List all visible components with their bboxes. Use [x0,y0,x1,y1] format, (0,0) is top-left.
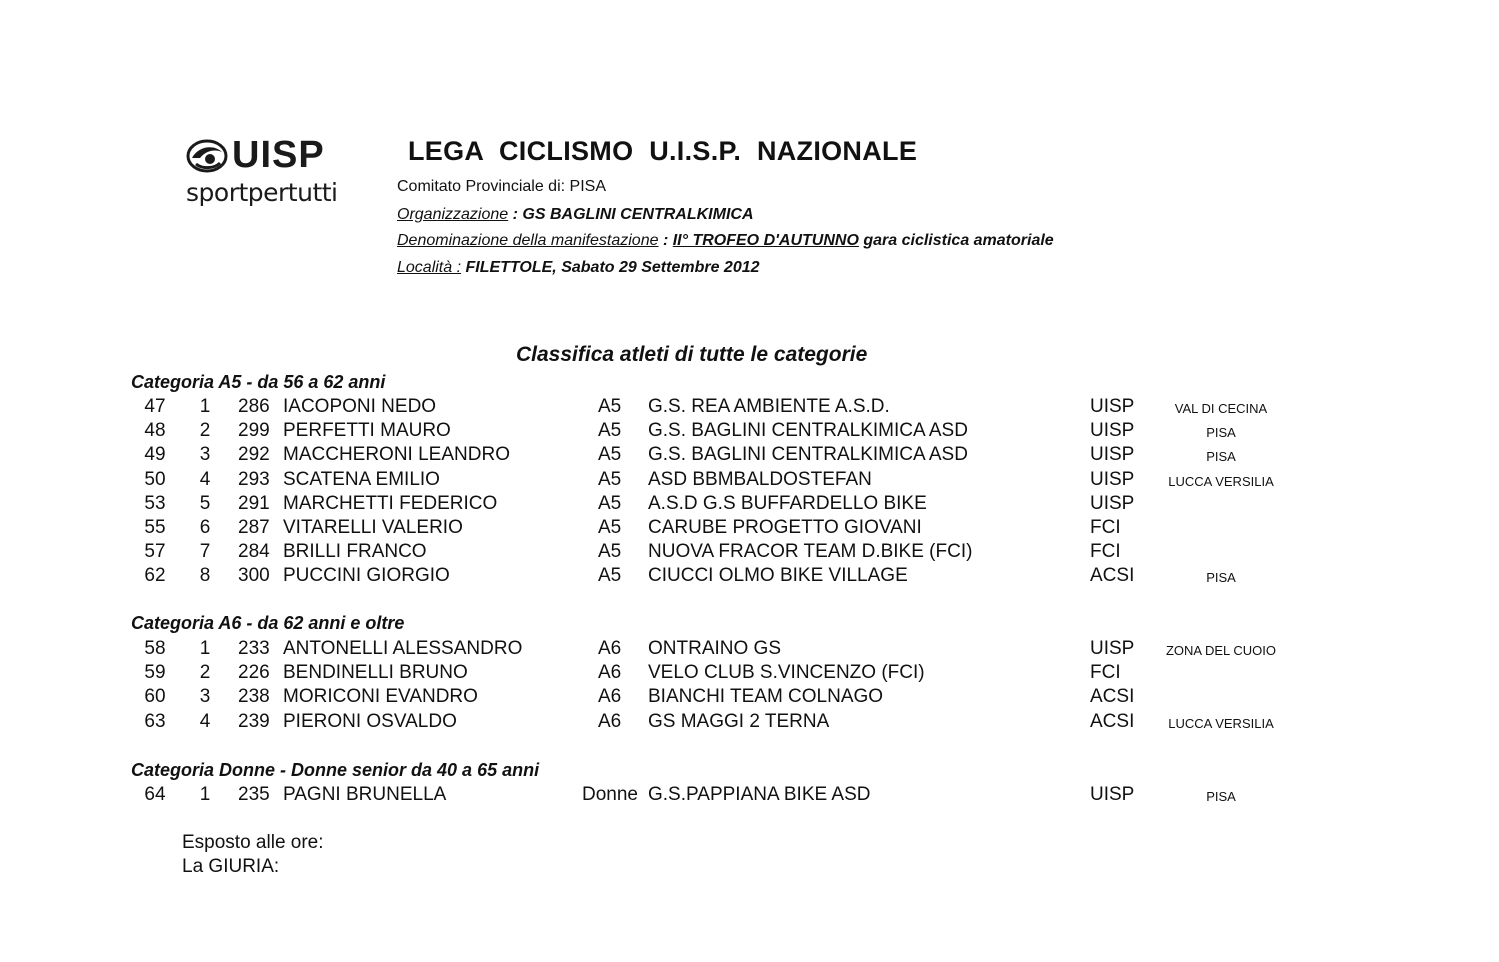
category-heading: Categoria Donne - Donne senior da 40 a 65 anni [131,760,540,780]
category-position-cell: 7 [199,541,211,562]
bib-number-cell: 238 [238,686,270,707]
bib-number-cell: 300 [238,565,270,586]
table-row [0,662,1499,686]
table-row [0,493,1499,517]
federation-cell: ACSI [1090,565,1135,586]
team-name-cell: BIANCHI TEAM COLNAGO [648,686,884,707]
logo-wordmark: UISP [232,134,325,176]
category-code-cell: A6 [598,662,622,683]
category-code-cell: A5 [598,517,622,538]
table-row [0,686,1499,710]
table-row [0,565,1499,589]
category-position-cell: 2 [199,420,211,441]
zone-cell: PISA [1206,570,1236,585]
category-code-cell: A5 [598,444,622,465]
category-position-cell: 1 [199,638,211,659]
posted-time-label: Esposto alle ore: [182,832,324,853]
ranking-title: Classifica atleti di tutte le categorie [516,343,868,366]
position-cell: 63 [144,711,166,732]
athlete-name-cell: PUCCINI GIORGIO [283,565,450,586]
athlete-name-cell: PERFETTI MAURO [283,420,451,441]
position-cell: 62 [144,565,166,586]
category-code-cell: A5 [598,420,622,441]
team-name-cell: ASD BBMBALDOSTEFAN [648,469,872,490]
federation-cell: UISP [1090,396,1135,417]
federation-cell: UISP [1090,444,1135,465]
team-name-cell: A.S.D G.S BUFFARDELLO BIKE [648,493,927,514]
category-code-cell: A6 [598,638,622,659]
zone-cell: PISA [1206,789,1236,804]
category-code-cell: A5 [598,396,622,417]
federation-cell: ACSI [1090,686,1135,707]
category-code-cell: A5 [598,541,622,562]
event-suffix: gara ciclistica amatoriale [858,232,1054,249]
team-name-cell: ONTRAINO GS [648,638,782,659]
committee-line [397,178,606,196]
table-row [0,469,1499,493]
team-name-cell: CIUCCI OLMO BIKE VILLAGE [648,565,908,586]
team-name-cell: GS MAGGI 2 TERNA [648,711,830,732]
location-label: Località : [397,259,462,276]
athlete-name-cell: MACCHERONI LEANDRO [283,444,510,465]
federation-cell: UISP [1090,638,1135,659]
organization-value: GS BAGLINI CENTRALKIMICA [522,206,754,223]
position-cell: 48 [144,420,166,441]
event-separator: : [658,232,673,249]
uisp-logo [186,136,356,216]
event-line [397,232,1054,250]
team-name-cell: G.S.PAPPIANA BIKE ASD [648,784,871,805]
federation-cell: UISP [1090,420,1135,441]
bib-number-cell: 291 [238,493,270,514]
athlete-name-cell: PAGNI BRUNELLA [283,784,447,805]
team-name-cell: G.S. BAGLINI CENTRALKIMICA ASD [648,444,968,465]
position-cell: 55 [144,517,166,538]
table-row [0,444,1499,468]
athlete-name-cell: ANTONELLI ALESSANDRO [283,638,523,659]
table-row [0,638,1499,662]
organization-line [397,206,754,224]
table-row [0,396,1499,420]
category-heading: Categoria A6 - da 62 anni e oltre [131,613,405,633]
location-line [397,259,760,277]
zone-cell: ZONA DEL CUOIO [1165,643,1277,658]
team-name-cell: CARUBE PROGETTO GIOVANI [648,517,922,538]
bib-number-cell: 239 [238,711,270,732]
bib-number-cell: 292 [238,444,270,465]
federation-cell: ACSI [1090,711,1135,732]
federation-cell: UISP [1090,469,1135,490]
uisp-emblem-icon [186,136,228,174]
zone-cell: LUCCA VERSILIA [1168,716,1274,731]
category-position-cell: 8 [199,565,211,586]
organization-separator: : [508,206,523,223]
category-position-cell: 1 [199,396,211,417]
team-name-cell: G.S. REA AMBIENTE A.S.D. [648,396,890,417]
category-position-cell: 3 [199,444,211,465]
federation-cell: UISP [1090,784,1135,805]
position-cell: 60 [144,686,166,707]
athlete-name-cell: PIERONI OSVALDO [283,711,457,732]
category-position-cell: 6 [199,517,211,538]
position-cell: 58 [144,638,166,659]
athlete-name-cell: MARCHETTI FEDERICO [283,493,498,514]
logo-tagline: sportpertutti [186,178,338,207]
bib-number-cell: 226 [238,662,270,683]
zone-cell: VAL DI CECINA [1174,401,1268,416]
position-cell: 57 [144,541,166,562]
table-row [0,517,1499,541]
category-code-cell: A6 [598,711,622,732]
bib-number-cell: 233 [238,638,270,659]
athlete-name-cell: VITARELLI VALERIO [283,517,463,538]
location-value: FILETTOLE, Sabato 29 Settembre 2012 [461,259,760,276]
table-row [0,420,1499,444]
table-row [0,711,1499,735]
category-position-cell: 2 [199,662,211,683]
position-cell: 64 [144,784,166,805]
zone-cell: PISA [1206,449,1236,464]
position-cell: 47 [144,396,166,417]
zone-cell: PISA [1206,425,1236,440]
federation-cell: FCI [1090,517,1121,538]
bib-number-cell: 286 [238,396,270,417]
jury-label: La GIURIA: [182,856,280,877]
bib-number-cell: 287 [238,517,270,538]
zone-cell: LUCCA VERSILIA [1168,474,1274,489]
category-position-cell: 4 [199,469,211,490]
committee-value: PISA [569,178,606,195]
bib-number-cell: 299 [238,420,270,441]
athlete-name-cell: SCATENA EMILIO [283,469,440,490]
federation-cell: FCI [1090,662,1121,683]
bib-number-cell: 293 [238,469,270,490]
category-code-cell: A5 [598,493,622,514]
event-label: Denominazione della manifestazione [397,232,659,249]
organization-label: Organizzazione [397,206,509,223]
event-name: II° TROFEO D'AUTUNNO [672,232,859,249]
category-position-cell: 1 [199,784,211,805]
committee-label: Comitato Provinciale di: [397,178,566,195]
category-code-cell: A6 [598,686,622,707]
position-cell: 49 [144,444,166,465]
bib-number-cell: 235 [238,784,270,805]
category-position-cell: 3 [199,686,211,707]
bib-number-cell: 284 [238,541,270,562]
table-row [0,541,1499,565]
team-name-cell: NUOVA FRACOR TEAM D.BIKE (FCI) [648,541,973,562]
federation-cell: UISP [1090,493,1135,514]
team-name-cell: VELO CLUB S.VINCENZO (FCI) [648,662,925,683]
federation-cell: FCI [1090,541,1121,562]
athlete-name-cell: BRILLI FRANCO [283,541,427,562]
athlete-name-cell: IACOPONI NEDO [283,396,437,417]
category-code-cell: A5 [598,469,622,490]
athlete-name-cell: MORICONI EVANDRO [283,686,478,707]
position-cell: 59 [144,662,166,683]
athlete-name-cell: BENDINELLI BRUNO [283,662,468,683]
team-name-cell: G.S. BAGLINI CENTRALKIMICA ASD [648,420,968,441]
category-position-cell: 5 [199,493,211,514]
league-title: LEGA CICLISMO U.I.S.P. NAZIONALE [408,136,918,166]
category-code-cell: Donne [582,784,638,805]
table-row [0,784,1499,808]
category-code-cell: A5 [598,565,622,586]
position-cell: 53 [144,493,166,514]
position-cell: 50 [144,469,166,490]
category-position-cell: 4 [199,711,211,732]
category-heading: Categoria A5 - da 56 a 62 anni [131,372,386,392]
